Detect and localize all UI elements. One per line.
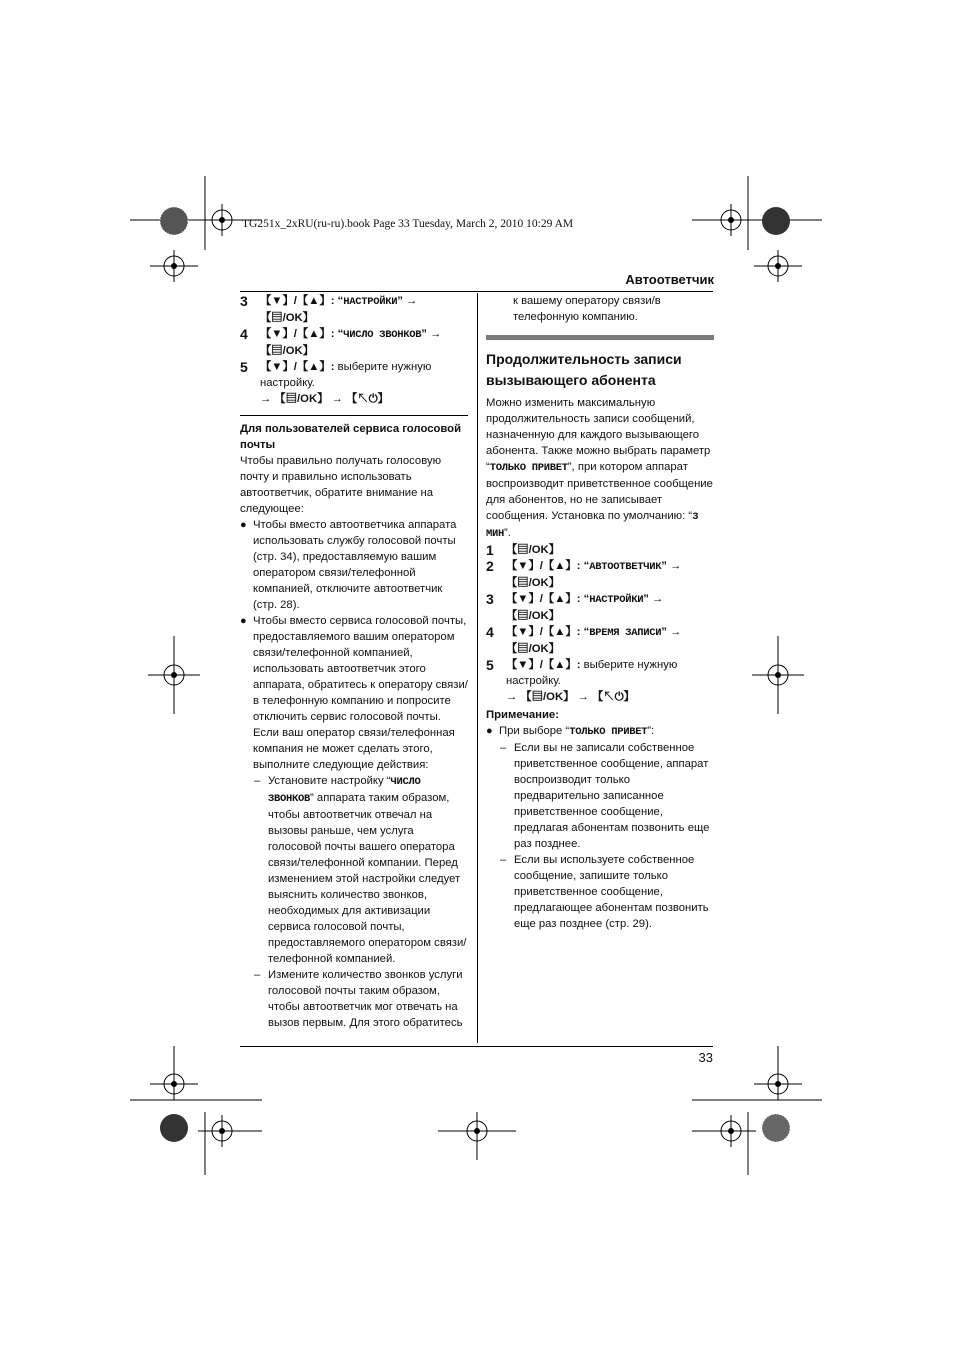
record-time-heading: Продолжительность записи вызывающего абонента	[486, 351, 682, 388]
bottom-rule	[240, 1046, 713, 1047]
bullet-item: ● Чтобы вместо автоответчика аппарата использовать службу голосовой почты (стр. 34), предоставляемую вашим оператором связи/телефонной компанией, отключите автоответчик (стр. 28).	[240, 519, 457, 611]
note-heading: Примечание:	[486, 709, 559, 721]
top-rule	[240, 291, 713, 292]
right-step-3: 3 【▼】/【▲】: “НАСТРОЙКИ” → 【▤/OK】	[486, 591, 664, 622]
section-title: Автоответчик	[625, 272, 714, 287]
right-column	[486, 293, 714, 932]
dash-item: – Измените количество звонков услуги голосовой почты таким образом, чтобы автоответчик мог отвечать на вызов первым. Для этого обратитесь	[254, 969, 463, 1029]
left-step-4: 4 【▼】/【▲】: “ЧИСЛО ЗВОНКОВ” → 【▤/OK】	[240, 326, 442, 357]
page-number: 33	[698, 1050, 713, 1065]
voicemail-intro: Чтобы правильно получать голосовую почту и правильно использовать автоответчик, обратите внимание на следующее:	[240, 455, 442, 515]
record-time-paragraph: Можно изменить максимальную продолжительность записи сообщений, назначенную для каждого вызывающего абонента. Также можно выбрать параметр “ТОЛЬКО ПРИВЕТ”, при котором аппарат воспроизводит приветственное сообщение для абонентов, но не записывает сообщения. Установка по умолчанию: “3 МИН”.	[486, 397, 713, 540]
continuation-text: к вашему оператору связи/в телефонную компанию.	[513, 295, 661, 323]
column-separator	[477, 293, 478, 1043]
file-info-header: TG251x_2xRU(ru-ru).book Page 33 Tuesday, March 2, 2010 10:29 AM	[242, 218, 574, 230]
heading-bar	[486, 335, 714, 340]
dash-item: – Установите настройку “ЧИСЛО ЗВОНКОВ” аппарата таким образом, чтобы автоответчик отвечал на вызовы раньше, чем услуга голосовой почты вашего оператора связи/телефонной компании. Перед изменением этой настройки следует выяснить количество звонков, необходимых для активизации сервиса голосовой почты, предоставляемого оператором связи/телефонной компанией.	[254, 775, 467, 965]
voicemail-subheading: Для пользователей сервиса голосовой почты	[240, 423, 462, 451]
note-dash-item: – Если вы используете собственное сообщение, запишите только приветственное сообщение, предлагающее абонентам позвонить еще раз позднее (стр. 29).	[500, 854, 709, 930]
subsection-rule	[240, 415, 468, 416]
left-column	[240, 293, 468, 1031]
note-dash-item: – Если вы не записали собственное приветственное сообщение, аппарат воспроизводит только предварительно записанное приветственное сообщение, предлагая абонентам позвонить еще раз позднее.	[500, 742, 710, 850]
left-step-3: 3 【▼】/【▲】: “НАСТРОЙКИ” → 【▤/OK】	[240, 293, 418, 324]
note-bullet: ● При выборе “ТОЛЬКО ПРИВЕТ”:	[486, 725, 655, 738]
right-step-5: 5 【▼】/【▲】: выберите нужную настройку. → 【▤/OK】 → 【↖⏻】	[486, 657, 678, 703]
right-step-1: 1 【▤/OK】	[486, 542, 560, 558]
right-step-2: 2 【▼】/【▲】: “АВТООТВЕТЧИК” → 【▤/OK】	[486, 558, 682, 589]
bullet-item: ● Чтобы вместо сервиса голосовой почты, предоставляемого вашим оператором связи/телефонной компанией, использовать автоответчик этого аппарата, обратитесь к оператору связи/в телефонную компанию и попросите отключить сервис голосовой почты.	[240, 615, 468, 723]
bullet-followup: Если ваш оператор связи/телефонная компания не может сделать этого, выполните следующие действия:	[253, 727, 455, 771]
left-step-5: 5 【▼】/【▲】: выберите нужную настройку. → 【▤/OK】 → 【↖⏻】	[240, 359, 432, 405]
right-step-4: 4 【▼】/【▲】: “ВРЕМЯ ЗАПИСИ” → 【▤/OK】	[486, 624, 682, 655]
